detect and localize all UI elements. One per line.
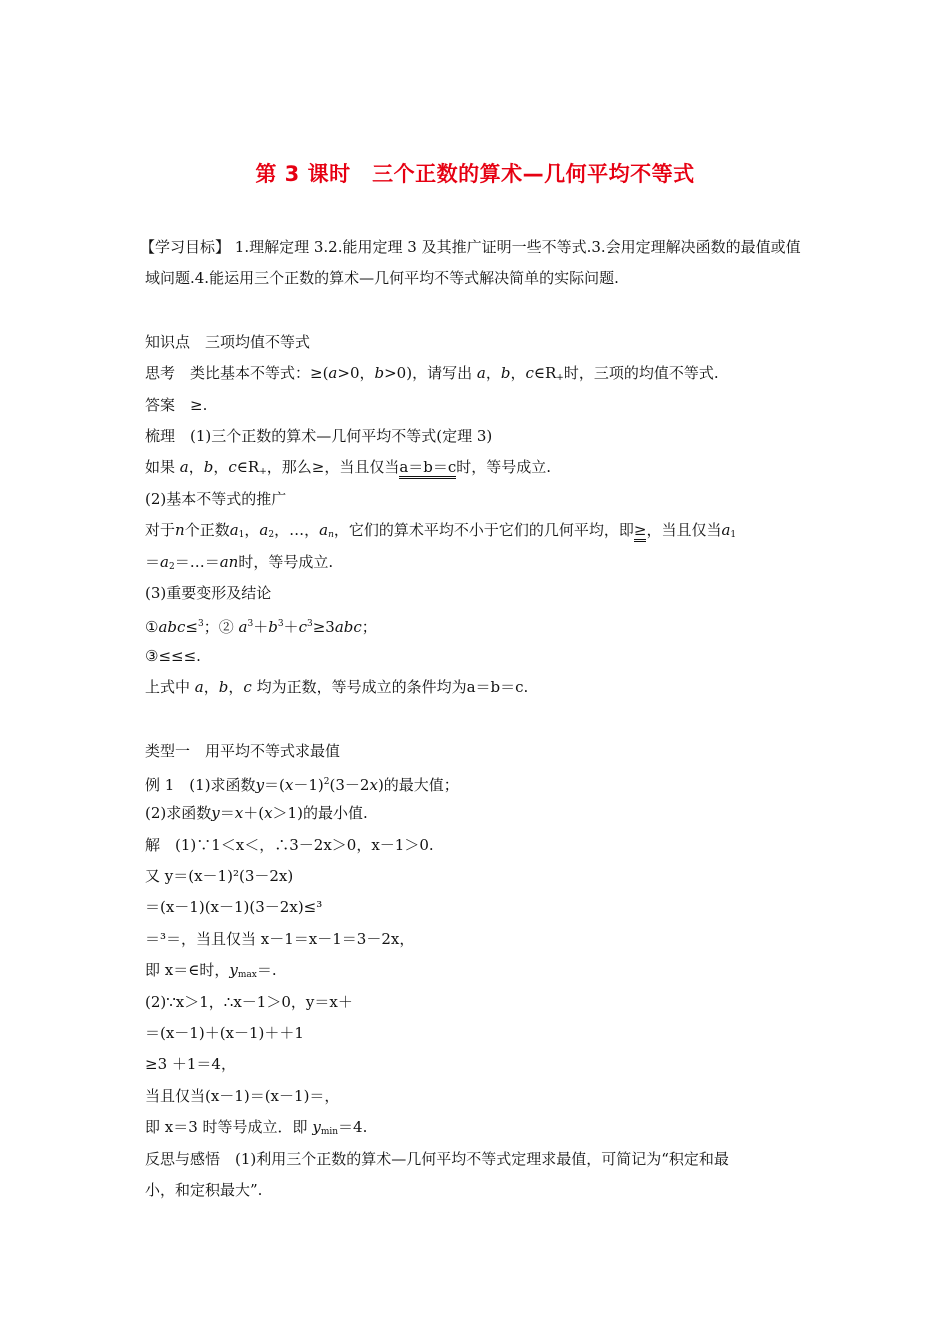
page-title: 第 3 课时 三个正数的算术—几何平均不等式 bbox=[255, 162, 695, 186]
reflection-2: 小，和定积最大”. bbox=[145, 1180, 263, 1199]
equality-conditions: 上式中 a，b，c 均为正数，等号成立的条件均为a＝b＝c. bbox=[145, 678, 529, 697]
example-1-part1: 例 1 (1)求函数$y=(x-1)^2(3-2x)$的最大值； bbox=[145, 775, 459, 794]
objective-tag: 【学习目标】 bbox=[140, 238, 231, 256]
learning-objectives bbox=[140, 232, 810, 295]
solution-line: ≥3 ＋1＝4， bbox=[145, 1055, 236, 1074]
reflection-1: 反思与感悟 (1)利用三个正数的算术—几何平均不等式定理求最值，可简记为“积定和最 bbox=[145, 1149, 729, 1168]
generalization-2: $=a_2=\dots=an$时，等号成立. bbox=[145, 552, 334, 572]
summary-2: (2)基本不等式的推广 bbox=[145, 489, 287, 508]
document-body bbox=[140, 232, 810, 1206]
solution-line: (2)∵x＞1，∴x－1＞0，y＝x＋ bbox=[145, 992, 353, 1011]
summary-3: (3)重要变形及结论 bbox=[145, 583, 272, 602]
solution-line: 当且仅当(x－1)＝(x－1)＝， bbox=[145, 1086, 340, 1105]
objective-text: 1.理解定理 3.2.能用定理 3 及其推广证明一些不等式.3.会用定理解决函数的最值或值域问题.4.能运用三个正数的算术—几何平均不等式解决简单的实际问题. bbox=[145, 238, 801, 288]
type1-heading: 类型一 用平均不等式求最值 bbox=[145, 741, 341, 760]
solution-line: ＝³＝，当且仅当 x－1＝x－1＝3－2x， bbox=[145, 929, 415, 948]
solution-line: ＝(x－1)(x－1)(3－2x)≤³ bbox=[145, 898, 323, 917]
summary-1: 梳理 (1)三个正数的算术—几何平均不等式(定理 3) bbox=[145, 426, 493, 445]
equality-condition: a＝b＝c bbox=[399, 458, 456, 479]
example-1-part2: (2)求函数y＝x＋(x＞1)的最小值. bbox=[145, 804, 368, 823]
knowledge-heading: 知识点 三项均值不等式 bbox=[145, 332, 311, 351]
theorem-3: 如果 a，b，$c\in R_+$，那么≥，当且仅当a＝b＝c时，等号成立. bbox=[145, 458, 552, 478]
think-question: 思考 类比基本不等式：≥(a>0，b>0)，请写出 a，b，$c\in R_+$时，三项的均值不等式. bbox=[145, 364, 719, 384]
conclusion-1: ①abc≤$^3$；② $a^3+b^3+c^3\ge 3abc$； bbox=[145, 618, 377, 637]
solution-line: 即 x＝3 时等号成立．即 $y_{min}=4$. bbox=[145, 1118, 368, 1138]
solution-line: 解 (1)∵1＜x＜，∴3－2x＞0，x－1＞0. bbox=[145, 835, 434, 854]
solution-line: 又 y＝(x－1)²(3－2x) bbox=[145, 867, 294, 886]
solution-line: 即 x＝∈时，$y_{max}=$. bbox=[145, 961, 277, 981]
answer: 答案 ≥. bbox=[145, 395, 208, 414]
solution-line: ＝(x－1)＋(x－1)＋＋1 bbox=[145, 1024, 304, 1043]
generalization-1: 对于n个正数$a_1$，$a_2$，…，$a_n$，它们的算术平均不小于它们的几何平均，即≥，当且仅当$a_1$ bbox=[145, 521, 737, 541]
conclusion-2: ③≤≤≤. bbox=[145, 646, 201, 665]
